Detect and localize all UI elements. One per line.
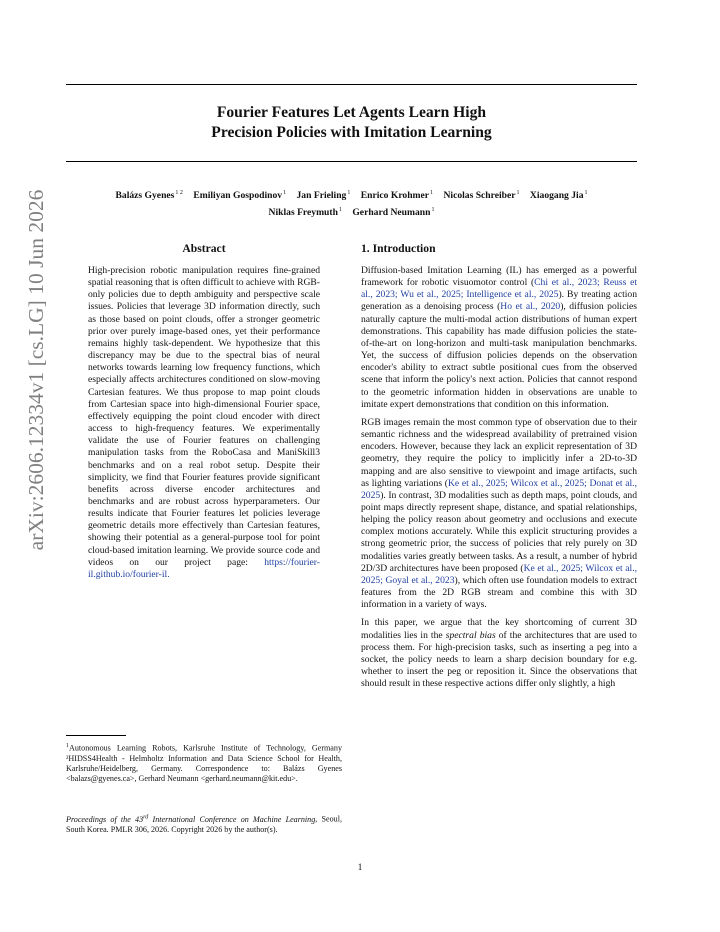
footnote-proceedings: Proceedings of the 43rd International Conference on Machine Learning, Seoul, South Korea. PMLR 306, 2026. Copyright 2026 by the author(s). [66, 814, 342, 834]
author-line-2 [60, 203, 643, 220]
author: Jan Frieling$^1$ [296, 190, 351, 202]
author: Emiliyan Gospodinov$^1$ [193, 190, 287, 202]
arxiv-identifier: arXiv:2606.12334v1 [cs.LG] 10 Jun 2026 [24, 189, 48, 551]
title-line-1: Fourier Features Let Agents Learn High [216, 104, 487, 121]
author: Balázs Gyenes$^{1 2}$ [115, 190, 183, 202]
citation-link[interactable]: Ke et al., 2025; Wilcox et al., 2025; Donat et al., 2025 [361, 477, 637, 501]
abstract-body [88, 265, 320, 581]
title-top-rule [66, 84, 637, 85]
footnote-affiliations: $^1$Autonomous Learning Robots, Karlsruhe Institute of Technology, Germany ²HIDSS4Health - Helmholtz Information and Data Science School for Health, Karlsruhe/Heidelberg, Germany. Correspondence to: Balázs Gyenes <balazs@gyenes.ca>, Gerhard Neumann <gerhard.neumann@kit.edu>. [66, 743, 342, 784]
author: Enrico Krohmer$^1$ [360, 190, 434, 202]
author: Xiaogang Jia$^1$ [529, 190, 588, 202]
citation-link[interactable]: Chi et al., 2023; Reuss et al., 2023; Wu et al., 2025; Intelligence et al., 2025 [361, 277, 637, 301]
page-number: 1 [357, 862, 363, 873]
author: Niklas Freymuth$^1$ [268, 207, 342, 219]
intro-paragraph-2: RGB images remain the most common type of observation due to their semantic richness and the widespread availability of pretrained vision encoders. However, because they lack an explicit representation of 3D geometry, they require the policy to implicitly infer a 2D-to-3D mapping and are also sensitive to viewpoint and image artifacts, such as lighting variations (Ke et al., 2025; Wilcox et al., 2025; Donat et al., 2025). In contrast, 3D modalities such as depth maps, point clouds, and point maps directly represent shape, distance, and spatial relationships, helping the policy reason about geometry and occlusions and execute complex motions accurately. While this explicit structuring provides a strong geometric prior, the success of policies that rely purely on 3D modalities varies greatly between tasks. As a result, a number of hybrid 2D/3D architectures have been proposed (Ke et al., 2025; Wilcox et al., 2025; Goyal et al., 2023), which often use foundation models to extract features from the 2D RGB stream and combine this with 3D information in a variety of ways. [361, 416, 637, 611]
author-list [60, 186, 643, 220]
citation-link[interactable]: Ke et al., 2025; Wilcox et al., 2025; Goyal et al., 2023 [361, 562, 637, 586]
paper-title [66, 103, 637, 143]
author-line-1 [60, 186, 643, 203]
introduction-body [361, 265, 637, 690]
introduction-heading: 1. Introduction [361, 242, 436, 255]
citation-link[interactable]: Ho et al., 2020 [500, 301, 561, 313]
author: Gerhard Neumann$^1$ [352, 207, 435, 219]
intro-paragraph-3: In this paper, we argue that the key shortcoming of current 3D modalities lies in the spectral bias of the architectures that are used to process them. For high-precision tasks, such as inserting a peg into a socket, the policy needs to learn a sharp decision boundary for e.g. whether to insert the peg or reposition it. Since the observations that should result in these respective actions differ only slightly, a high [361, 617, 637, 690]
author: Nicolas Schreiber$^1$ [443, 190, 520, 202]
title-line-2: Precision Policies with Imitation Learning [211, 124, 492, 141]
footnote-rule [66, 735, 126, 736]
intro-paragraph-1: Diffusion-based Imitation Learning (IL) has emerged as a powerful framework for robotic visuomotor control (Chi et al., 2023; Reuss et al., 2023; Wu et al., 2025; Intelligence et al., 2025). By treating action generation as a denoising process (Ho et al., 2020), diffusion policies naturally capture the multi-modal action distributions of human expert demonstrations. This capability has made diffusion policies the state-of-the-art on long-horizon and multi-task manipulation benchmarks. Yet, the success of diffusion policies depends on the observation encoder's ability to extract subtle positional cues from the observed scene that inform the policy's next action. Policies that cannot respond to the geometric information hidden in observations are unable to imitate expert demonstrations that condition on this information. [361, 265, 637, 410]
abstract-heading: Abstract [182, 242, 226, 255]
abstract-text: High-precision robotic manipulation requires fine-grained spatial reasoning that is often difficult to achieve with RGB-only policies due to depth ambiguity and perspective scale issues. Policies that leverage 3D information directly, such as those based on point clouds, offer a stronger geometric prior over purely image-based ones, yet their performance remains highly task-dependent. We hypothesize that this discrepancy may be due to the spectral bias of neural networks towards learning low frequency functions, which especially affects architectures conditioned on slow-moving Cartesian features. We thus propose to map point clouds from Cartesian space into high-dimensional Fourier space, effectively equipping the point cloud encoder with direct access to high-frequency features. We experimentally validate the use of Fourier features on challenging manipulation tasks from the RoboCasa and ManiSkill3 benchmarks and on a real robot setup. Despite their simplicity, we find that Fourier features provide significant benefits across diverse encoder architectures and benchmarks and are robust across hyperparameters. Our results indicate that Fourier features let policies leverage geometric details more effectively than Cartesian features, showing their potential as a general-purpose tool for point cloud-based imitation learning. We provide source code and videos on our project page: [88, 265, 320, 568]
title-bottom-rule [66, 161, 637, 162]
project-page-link[interactable]: https://fourier-il.github.io/fourier-il. [88, 556, 320, 580]
